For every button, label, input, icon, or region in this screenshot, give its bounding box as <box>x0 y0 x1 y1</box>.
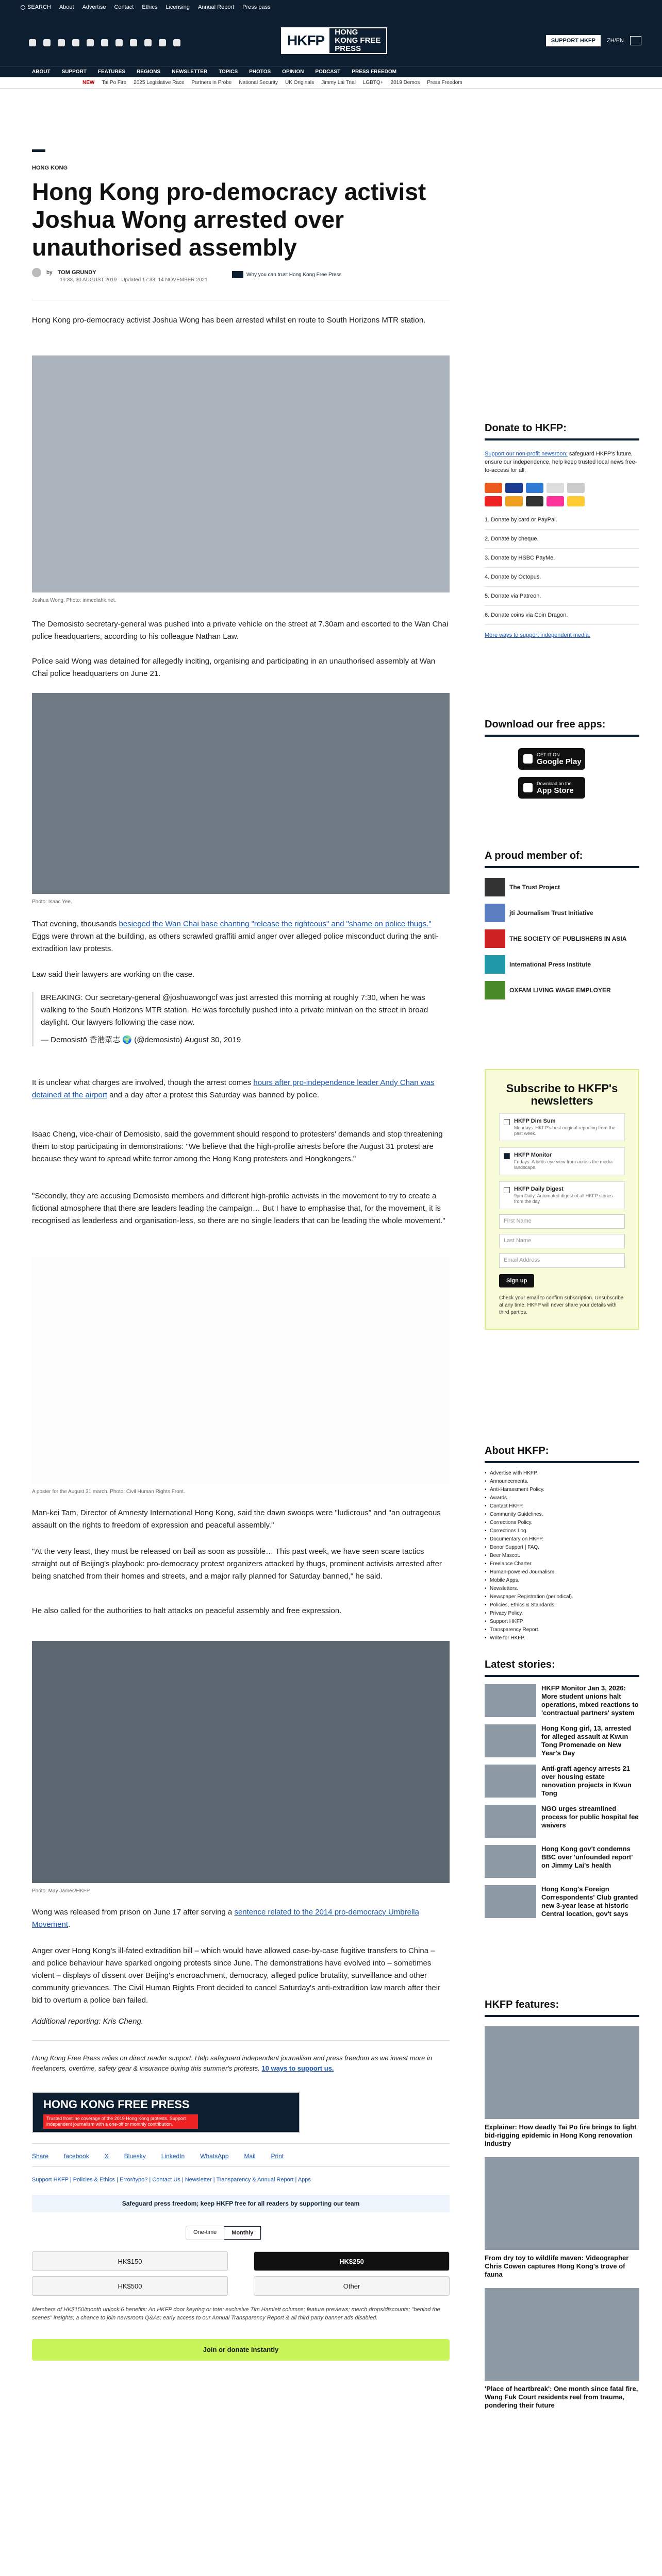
story-title: Hong Kong's Foreign Correspondents' Club granted new 3-year lease at historic Central location, gov't says <box>541 1885 638 1918</box>
logo-mark: HKFP <box>282 28 329 53</box>
trust-icon <box>232 271 243 278</box>
story-title: HKFP Monitor Jan 3, 2026: More student unions halt operations, mixed reactions to 'contractual partners' system <box>541 1684 639 1717</box>
apps-heading: Download our free apps: <box>485 719 639 737</box>
whatsapp-icon[interactable] <box>159 39 166 46</box>
paragraph: Law said their lawyers are working on the case. <box>32 970 195 979</box>
newsletter-checkbox-checked[interactable] <box>504 1153 510 1159</box>
latest-story[interactable] <box>485 1845 639 1878</box>
paragraph: He also called for the authorities to halt attacks on peaceful assembly and free expression. <box>32 1606 342 1615</box>
feature-image <box>485 2026 639 2119</box>
feature-image <box>485 2288 639 2381</box>
about-link[interactable]: • Corrections Log. <box>485 1527 639 1535</box>
paragraph: The Demosisto secretary-general was pushed into a private vehicle on the street at 7.30am and escorted to the Wan Chai police headquarters, according to his colleague Nathan Law. <box>32 620 449 641</box>
latest-story[interactable] <box>485 1805 639 1838</box>
monthly-option[interactable]: Monthly <box>224 2226 261 2240</box>
divider <box>32 2143 450 2144</box>
share-linkedin[interactable]: LinkedIn <box>161 2153 185 2160</box>
about-link[interactable]: • Donor Support | FAQ. <box>485 1544 639 1552</box>
headline-rule <box>32 149 45 152</box>
unionpay-icon <box>567 483 585 493</box>
donate-option[interactable]: 6. Donate coins via Coin Dragon. <box>485 606 639 625</box>
nav-podcast[interactable]: PODCAST <box>315 69 341 75</box>
support-promo: Hong Kong Free Press relies on direct reader support. Help safeguard independent journalism and press freedom as we invest more in freelancers, overtime, safety gear & insurance during this summer's protests. 10 ways to support us. <box>32 2054 433 2072</box>
newsletter-checkbox[interactable] <box>504 1119 510 1125</box>
donate-intro-link[interactable]: Support our non-profit newsroon; <box>485 451 568 457</box>
about-heading: About HKFP: <box>485 1445 639 1463</box>
amex-icon <box>526 483 543 493</box>
google-play-button[interactable]: GET IT ON Google Play <box>518 748 585 770</box>
article-footer-links[interactable]: Support HKFP | Policies & Ethics | Error/typo? | Contact Us | Newsletter | Transparency & Annual Report | Apps <box>32 2177 311 2183</box>
payment-methods <box>485 483 588 506</box>
feature-title: 'Place of heartbreak': One month since fatal fire, Wang Fuk Court residents reel from trauma, pondering their future <box>485 2385 638 2409</box>
about-link[interactable]: • Policies, Ethics & Standards. <box>485 1601 639 1609</box>
jcb-icon <box>547 483 564 493</box>
last-name-field[interactable]: Last Name <box>499 1234 625 1248</box>
menu-icon[interactable] <box>630 36 641 45</box>
oxfam-logo <box>485 981 505 999</box>
image-caption: Photo: Isaac Yee. <box>32 899 72 905</box>
share-facebook[interactable]: facebook <box>64 2153 89 2160</box>
inline-link[interactable]: sentence related to the 2014 pro-democracy Umbrella Movement <box>32 1908 419 1929</box>
latest-widget <box>485 1659 639 1918</box>
sopa-logo <box>485 929 505 948</box>
instagram-icon[interactable] <box>58 39 65 46</box>
safeguard-banner: Safeguard press freedom; keep HKFP free for all readers by supporting our team <box>32 2195 450 2212</box>
donate-option[interactable]: 4. Donate by Octopus. <box>485 568 639 587</box>
share-mail[interactable]: Mail <box>244 2153 256 2160</box>
story-thumbnail <box>485 1684 536 1717</box>
coin-dragon-icon <box>567 496 585 506</box>
email-field[interactable]: Email Address <box>499 1253 625 1268</box>
article-lead: Hong Kong pro-democracy activist Joshua Wong has been arrested whilst en route to South Horizons MTR station. <box>32 316 426 325</box>
byline: by TOM GRUNDY <box>32 268 96 277</box>
article-image-police-hq <box>32 693 450 894</box>
member-ipi[interactable]: International Press Institute <box>485 952 639 977</box>
mastodon-icon[interactable] <box>87 39 94 46</box>
inline-link[interactable]: hours after pro-independence leader Andy Chan was detained at the airport <box>32 1078 435 1099</box>
paragraph: It is unclear what charges are involved, though the arrest comes hours after pro-independence leader Andy Chan was detained at the airport and a day after a protest this Saturday was banned by police. <box>32 1078 435 1099</box>
search-icon <box>21 5 25 10</box>
topbar-about[interactable]: About <box>59 4 74 10</box>
site-logo[interactable] <box>281 27 387 54</box>
feature-title: From dry toy to wildlife maven: Videographer Chris Cowen captures Hong Kong's trove of fauna <box>485 2254 629 2278</box>
first-name-field[interactable]: First Name <box>499 1214 625 1229</box>
image-caption: Photo: May James/HKFP. <box>32 1888 91 1894</box>
member-sopa[interactable]: THE SOCIETY OF PUBLISHERS IN ASIA <box>485 926 639 952</box>
tweet-text: BREAKING: Our secretary-general @joshuawongcf was just arrested this morning at roughly 7:30, when he was walking to the South Horizons MTR station. He was forcefully pushed into a private minivan on the street in broad daylight. Our lawyers following the case now. <box>41 993 428 1027</box>
newsletter-checkbox[interactable] <box>504 1187 510 1193</box>
latest-story[interactable] <box>485 1765 639 1798</box>
donate-widget <box>485 422 639 638</box>
paragraph: Isaac Cheng, vice-chair of Demosisto, said the government should respond to protesters' demands and stop threatening them to stop participating in demonstrations: "We believe that the high-profile arrests before the August 31 protest are because they want to spread white terror among the Hong Kong protesters and Hongkongers." <box>32 1130 443 1163</box>
features-widget <box>485 1999 639 2410</box>
story-thumbnail <box>485 1805 536 1838</box>
amount-option-other[interactable]: Other <box>254 2276 450 2296</box>
feature-story[interactable] <box>485 2288 639 2410</box>
feature-title: Explainer: How deadly Tai Po fire brings to light bid-rigging epidemic in Hong Kong renovation industry <box>485 2123 637 2147</box>
subnav-item[interactable]: Press Freedom <box>427 80 462 86</box>
latest-story[interactable] <box>485 1885 639 1918</box>
paragraph: Man-kei Tam, Director of Amnesty International Hong Kong, said the dawn swoops were "ludicrous" and "an outrageous assault on the rights to freedom of expression and peaceful assembly." <box>32 1509 441 1530</box>
latest-heading: Latest stories: <box>485 1659 639 1677</box>
topbar-licensing[interactable]: Licensing <box>166 4 190 10</box>
subnav-item[interactable]: Tai Po Fire <box>102 80 127 86</box>
memberships-heading: A proud member of: <box>485 850 639 868</box>
trust-project-logo <box>485 878 505 896</box>
apps-widget <box>485 719 639 799</box>
donate-option[interactable]: 1. Donate by card or PayPal. <box>485 511 639 530</box>
subnav-item[interactable]: 2019 Demos <box>390 80 420 86</box>
google-play-icon <box>523 754 533 764</box>
embedded-tweet <box>32 992 450 1046</box>
about-link[interactable]: • Announcements. <box>485 1478 639 1486</box>
new-badge: NEW <box>82 80 95 86</box>
subnav-item[interactable]: 2025 Legislative Race <box>134 80 185 86</box>
donate-option[interactable]: 2. Donate by cheque. <box>485 530 639 549</box>
bluesky-icon[interactable] <box>101 39 108 46</box>
nav-about[interactable]: ABOUT <box>32 69 51 75</box>
social-links <box>29 39 180 46</box>
about-list <box>485 1469 639 1642</box>
divider <box>32 2040 450 2041</box>
story-thumbnail <box>485 1724 536 1757</box>
threads-icon[interactable] <box>72 39 79 46</box>
story-thumbnail <box>485 1885 536 1918</box>
about-link[interactable]: • Human-powered Journalism. <box>485 1568 639 1577</box>
join-donate-button[interactable]: Join or donate instantly <box>32 2339 450 2361</box>
amount-option[interactable]: HK$150 <box>32 2251 228 2271</box>
one-time-option[interactable]: One-time <box>193 2229 217 2235</box>
subnav-item[interactable]: National Security <box>239 80 278 86</box>
article-kicker[interactable]: HONG KONG <box>32 165 68 171</box>
nav-features[interactable]: FEATURES <box>97 69 126 75</box>
donate-heading: Donate to HKFP: <box>485 422 639 440</box>
latest-story[interactable] <box>485 1724 639 1757</box>
main-nav <box>0 66 662 77</box>
article-image-joshua-wong <box>32 355 450 592</box>
share-bluesky[interactable]: Bluesky <box>124 2153 146 2160</box>
nav-support[interactable]: SUPPORT <box>61 69 87 75</box>
topbar-annual-report[interactable]: Annual Report <box>197 4 235 10</box>
signup-button[interactable]: Sign up <box>499 1274 534 1287</box>
image-caption: Joshua Wong. Photo: inmediahk.net. <box>32 598 117 603</box>
author-name[interactable]: TOM GRUNDY <box>57 269 96 276</box>
member-oxfam[interactable]: OXFAM LIVING WAGE EMPLOYER <box>485 977 639 1003</box>
about-link[interactable]: • Support HKFP. <box>485 1618 639 1626</box>
image-caption: A poster for the August 31 march. Photo: Civil Human Rights Front. <box>32 1489 185 1495</box>
newsletter-option-dim-sum[interactable]: HKFP Dim Sum Mondays: HKFP's best original reporting from the past week. <box>499 1113 625 1141</box>
jti-logo <box>485 904 505 922</box>
search-link[interactable]: SEARCH <box>21 4 51 10</box>
language-switch[interactable]: ZH/EN <box>607 38 624 44</box>
newsletter-note: Check your email to confirm subscription. Unsubscribe at any time. HKFP will never share your details with third parties. <box>499 1295 624 1315</box>
mastercard-icon <box>485 483 502 493</box>
latest-story[interactable] <box>485 1684 639 1717</box>
subnav-item[interactable]: Jimmy Lai Trial <box>321 80 356 86</box>
youtube-icon[interactable] <box>115 39 123 46</box>
story-title: Anti-graft agency arrests 21 over housing estate renovation projects in Kwun Tong <box>541 1765 632 1797</box>
octopus-icon <box>505 496 523 506</box>
about-link[interactable]: • Freelance Charter. <box>485 1560 639 1568</box>
sub-nav <box>0 77 662 89</box>
paragraph: Anger over Hong Kong's ill-fated extradition bill – which would have allowed case-by-case fugitive transfers to China – and police behaviour have sparked ongoing protests since June. The demonstrations have evolved into – sometimes violent – displays of dissent over Beijing's encroachment, democracy, alleged police brutality, surveillance and other community grievances. The Civil Human Rights Front decided to cancel Saturday's anti-extradition law march after their bid to overturn a police ban failed. <box>32 1946 441 2005</box>
topbar-advertise[interactable]: Advertise <box>82 4 106 10</box>
memberships-widget <box>485 850 639 1003</box>
about-link[interactable]: • Contact HKFP. <box>485 1502 639 1511</box>
subnav-item[interactable]: LGBTQ+ <box>362 80 384 86</box>
page-title: Hong Kong pro-democracy activist Joshua Wong arrested over unauthorised assembly <box>32 178 426 261</box>
amount-option[interactable]: HK$500 <box>32 2276 228 2296</box>
nav-opinion[interactable]: OPINION <box>282 69 304 75</box>
payme-icon <box>485 496 502 506</box>
header-actions <box>546 35 641 46</box>
about-link[interactable]: • Beer Mascot. <box>485 1552 639 1560</box>
topbar-press-pass[interactable]: Press pass <box>242 4 271 10</box>
nav-photos[interactable]: PHOTOS <box>249 69 271 75</box>
feature-image <box>485 2157 639 2250</box>
visa-icon <box>505 483 523 493</box>
more-ways-link[interactable]: More ways to support independent media. <box>485 632 590 638</box>
newsletter-title: Subscribe to HKFP's newsletters <box>506 1082 618 1107</box>
about-link[interactable]: • Community Guidelines. <box>485 1511 639 1519</box>
feature-story[interactable] <box>485 2157 639 2279</box>
site-header <box>0 14 662 66</box>
patreon-icon <box>547 496 564 506</box>
app-store-button[interactable]: Download on the App Store <box>518 777 585 799</box>
about-link[interactable]: • Mobile Apps. <box>485 1577 639 1585</box>
about-link[interactable]: • Transparency Report. <box>485 1626 639 1634</box>
about-link[interactable]: • Awards. <box>485 1494 639 1502</box>
story-title: NGO urges streamlined process for public hospital fee waivers <box>541 1805 639 1829</box>
donate-intro: Support our non-profit newsroon; safeguard HKFP's future, ensure our independence, help keep trusted local news free-to-access for all. <box>485 451 637 473</box>
about-widget <box>485 1445 639 1642</box>
top-utility-bar <box>0 0 662 14</box>
share-links <box>32 2153 284 2160</box>
story-title: Hong Kong girl, 13, arrested for alleged assault at Kwun Tong Promenade on New Year's Day <box>541 1724 632 1757</box>
twitter-icon[interactable] <box>43 39 51 46</box>
nav-regions[interactable]: REGIONS <box>137 69 161 75</box>
newsletter-widget <box>485 1069 639 1330</box>
ipi-logo <box>485 955 505 974</box>
fps-icon <box>526 496 543 506</box>
about-link[interactable]: • Newsletters. <box>485 1585 639 1593</box>
paragraph: "At the very least, they must be released on bail as soon as possible… This past week, we have seen scare tactics straight out of Beijing's playbook: pro-democracy protest organizers attacked by thugs, prominent activists arrested after being snatched from their homes and streets, and a major rally planned for Saturday banned," he said. <box>32 1547 442 1581</box>
subnav-item[interactable]: UK Originals <box>285 80 315 86</box>
donate-option[interactable]: 5. Donate via Patreon. <box>485 587 639 606</box>
support-banner[interactable]: HONG KONG FREE PRESS Trusted frontline coverage of the 2019 Hong Kong protests. Support independent journalism with a one-off or monthly contribution. <box>32 2092 300 2133</box>
share-whatsapp[interactable]: WhatsApp <box>200 2153 229 2160</box>
linkedin-icon[interactable] <box>130 39 137 46</box>
topbar-contact[interactable]: Contact <box>114 4 134 10</box>
features-heading: HKFP features: <box>485 1999 639 2017</box>
about-link[interactable]: • Newspaper Registration (periodical). <box>485 1593 639 1601</box>
paragraph: That evening, thousands besieged the Wan Chai base chanting "release the righteous" and "shame on police thugs." Eggs were thrown at the building, as others scrawled graffiti amid anger over alleged police misconduct during the anti-extradition law protests. <box>32 920 439 953</box>
inline-link[interactable]: besieged the Wan Chai base chanting "release the righteous" and "shame on police thugs." <box>119 920 432 928</box>
about-link[interactable]: • Advertise with HKFP. <box>485 1469 639 1478</box>
donation-frequency-toggle <box>186 2226 261 2240</box>
support-ways-link[interactable]: 10 ways to support us. <box>261 2064 334 2072</box>
newsletter-option-daily-digest[interactable]: HKFP Daily Digest 9pm Daily: Automated digest of all HKFP stories from the day. <box>499 1181 625 1209</box>
subnav-item[interactable]: Partners in Probe <box>191 80 232 86</box>
facebook-icon[interactable] <box>29 39 36 46</box>
story-thumbnail <box>485 1845 536 1878</box>
about-link[interactable]: • Write for HKFP. <box>485 1634 639 1642</box>
trust-link[interactable]: Why you can trust Hong Kong Free Press <box>232 271 342 278</box>
paragraph: Wong was released from prison on June 17 after serving a sentence related to the 2014 pro-democracy Umbrella Movement. <box>32 1908 419 1929</box>
amount-option-selected[interactable]: HK$250 <box>254 2251 450 2271</box>
telegram-icon[interactable] <box>144 39 152 46</box>
share-print[interactable]: Print <box>271 2153 284 2160</box>
rss-icon[interactable] <box>173 39 180 46</box>
logo-text: HONG KONG FREE PRESS <box>335 28 381 53</box>
about-link[interactable]: • Privacy Policy. <box>485 1609 639 1618</box>
apple-icon <box>523 783 533 792</box>
paragraph: Police said Wong was detained for allegedly inciting, organising and participating in an unauthorised assembly at Wan Chai police headquarters on June 21. <box>32 657 436 678</box>
share-label: Share <box>32 2153 49 2160</box>
article-dates: 19:33, 30 AUGUST 2019 · Updated 17:33, 14 NOVEMBER 2021 <box>60 277 208 283</box>
feature-story[interactable] <box>485 2026 639 2148</box>
topbar-ethics[interactable]: Ethics <box>142 4 158 10</box>
paragraph: "Secondly, they are accusing Demosisto members and different high-profile activists in the movement to try to create a fictional atmosphere that there are leaders leading the campaign… But I have to emphasise that, for the movement, it is recognised as leaderless and organisation-less, so there are no single leaders that can be leading the whole movement." <box>32 1192 445 1225</box>
story-title: Hong Kong gov't condemns BBC over 'unfounded report' on Jimmy Lai's health <box>541 1845 633 1869</box>
member-benefits-note: Members of HK$150/month unlock 6 benefits: An HKFP door keyring or tote; exclusive Tim Hamlett columns; feature previews; merch drops/discounts; "behind the scenes" insights; a chance to join newsroom Q&As; early access to our Annual Transparency Report & all third party banner ads disabled. <box>32 2307 440 2321</box>
nav-topics[interactable]: TOPICS <box>219 69 238 75</box>
divider <box>32 2166 450 2167</box>
nav-newsletter[interactable]: NEWSLETTER <box>172 69 208 75</box>
article-image-march-poster <box>32 1257 450 1484</box>
nav-press-freedom[interactable]: PRESS FREEDOM <box>352 69 396 75</box>
donate-option[interactable]: 3. Donate by HSBC PayMe. <box>485 549 639 568</box>
about-link[interactable]: • Documentary on HKFP. <box>485 1535 639 1544</box>
share-x[interactable]: X <box>104 2153 109 2160</box>
story-thumbnail <box>485 1765 536 1798</box>
about-link[interactable]: • Anti-Harassment Policy. <box>485 1486 639 1494</box>
about-link[interactable]: • Corrections Policy. <box>485 1519 639 1527</box>
tweet-attribution[interactable]: — Demosistō 香港眾志 🌍 (@demosisto) August 30, 2019 <box>41 1036 241 1044</box>
newsletter-option-monitor[interactable]: HKFP Monitor Fridays: A birds-eye view from across the media landscape. <box>499 1147 625 1175</box>
member-jti[interactable]: jti Journalism Trust Initiative <box>485 900 639 926</box>
author-avatar <box>32 268 41 277</box>
article-image-protest <box>32 1641 450 1883</box>
member-trust-project[interactable]: The Trust Project <box>485 874 639 900</box>
support-hkfp-button[interactable]: SUPPORT HKFP <box>546 35 601 46</box>
additional-reporting: Additional reporting: Kris Cheng. <box>32 2017 143 2026</box>
